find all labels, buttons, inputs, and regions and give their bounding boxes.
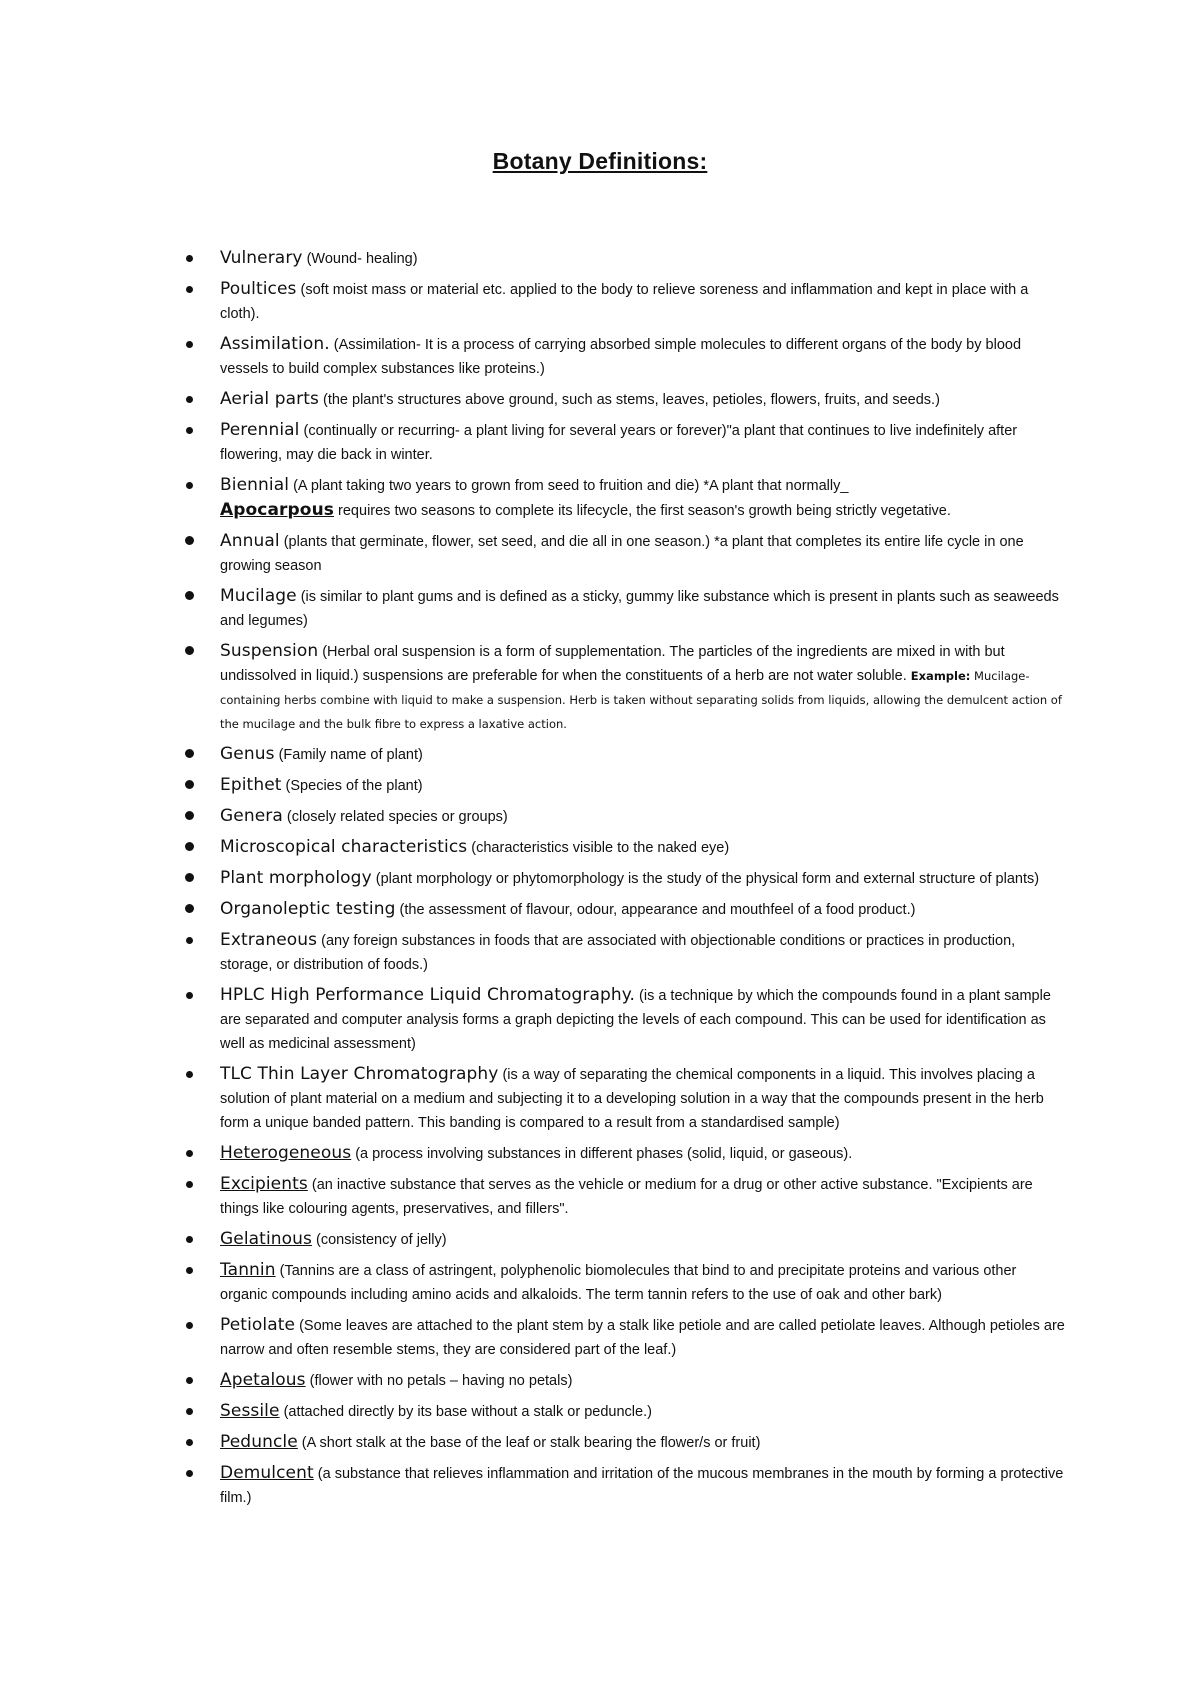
bullet-icon [186,1071,193,1078]
example-text: Mucilage-containing herbs combine with liquid to make a suspension. Herb is taken without separating solids from liquids, allowing the demulcent action of the mucilage and the bulk fibre to express a laxative action. [220,669,1062,731]
definition-term: Suspension [220,641,319,661]
definition-text: (Assimilation- It is a process of carrying absorbed simple molecules to different organs of the body by blood vessels to build complex substances like proteins.) [220,337,1022,377]
bullet-icon [185,904,194,913]
definition-text: (A plant taking two years to grown from seed to fruition and die) *A plant that normally_ [289,478,849,494]
definition-item [186,387,1066,412]
definition-term: Sessile [220,1401,280,1421]
definition-text: (Tannins are a class of astringent, polyphenolic biomolecules that bind to and precipitate proteins and various other organic compounds including amino acids and alkaloids. The term tannin refers to the use of oak and other bark) [220,1263,1017,1303]
definition-item [186,418,1066,467]
bullet-icon [186,1408,193,1415]
definition-term: Annual [220,531,280,551]
bullet-icon [185,749,194,758]
definition-text: (A short stalk at the base of the leaf or stalk bearing the flower/s or fruit) [297,1435,761,1451]
definition-text: (the plant's structures above ground, such as stems, leaves, petioles, flowers, fruits, and seeds.) [318,392,940,408]
bullet-icon [185,591,194,600]
definition-text: (continually or recurring- a plant living for several years or forever)"a plant that continues to live indefinitely after flowering, may die back in winter. [220,423,1018,463]
bullet-icon [186,396,193,403]
definitions-list [186,246,1066,1516]
definition-item [186,983,1066,1056]
bullet-icon [185,646,194,655]
definition-item [186,1368,1066,1393]
definition-text: (is similar to plant gums and is defined as a sticky, gummy like substance which is present in plants such as seaweeds and legumes) [220,589,1059,629]
definition-item [186,928,1066,977]
definition-text: (Herbal oral suspension is a form of supplementation. The particles of the ingredients are mixed in with but undissolved in liquid.) suspensions are preferable for when the constituents of a herb are not water soluble. [220,644,1005,684]
definition-text: (soft moist mass or material etc. applied to the body to relieve soreness and inflammation and kept in place with a cloth). [220,282,1029,322]
bullet-icon [186,1236,193,1243]
bullet-icon [186,286,193,293]
definition-item [186,1172,1066,1221]
sub-term: Apocarpous [220,500,335,520]
bullet-icon [185,536,194,545]
bullet-icon [186,1439,193,1446]
bullet-icon [186,341,193,348]
definition-term: Heterogeneous [220,1143,352,1163]
definition-text: (a substance that relieves inflammation and irritation of the mucous membranes in the mouth by forming a protective film.) [220,1466,1064,1506]
definition-term: Extraneous [220,930,318,950]
bullet-icon [186,1377,193,1384]
definition-text: (is a way of separating the chemical components in a liquid. This involves placing a solution of plant material on a medium and subjecting it to a developing solution in a way that the compounds present in the herb form a unique banded pattern. This banding is compared to a result from a standardised sample) [220,1067,1044,1131]
definition-term: Aerial parts [220,389,319,409]
bullet-icon [186,1150,193,1157]
definition-term: Perennial [220,420,300,440]
definition-term: Plant morphology [220,868,372,888]
bullet-icon [186,937,193,944]
definition-item [186,639,1066,736]
definition-term: HPLC High Performance Liquid Chromatography. [220,985,635,1005]
definition-item [186,277,1066,326]
definition-text: (plant morphology or phytomorphology is the study of the physical form and external structure of plants) [371,871,1040,887]
definition-text: (Family name of plant) [274,747,423,763]
definition-text: (consistency of jelly) [311,1232,447,1248]
definition-continuation [220,498,1066,523]
bullet-icon [186,482,193,489]
definition-item [186,804,1066,829]
definition-item [186,1227,1066,1252]
definition-term: Peduncle [220,1432,298,1452]
definition-term: Petiolate [220,1315,296,1335]
definition-term: Epithet [220,775,282,795]
definition-term: Poultices [220,279,297,299]
definition-text: (closely related species or groups) [282,809,508,825]
definition-text: (Species of the plant) [281,778,423,794]
definition-term: Gelatinous [220,1229,312,1249]
bullet-icon [185,780,194,789]
definition-text: (Some leaves are attached to the plant stem by a stalk like petiole and are called petiolate leaves. Although petioles are narrow and often resemble stems, they are considered part of the leaf.) [220,1318,1065,1358]
definition-item [186,773,1066,798]
bullet-icon [185,811,194,820]
bullet-icon [186,992,193,999]
example-label: Example: [910,669,971,683]
definition-term: Assimilation. [220,334,330,354]
definition-item [186,866,1066,891]
definition-term: Genus [220,744,275,764]
definition-text: (any foreign substances in foods that are associated with objectionable conditions or practices in production, storage, or distribution of foods.) [220,933,1016,973]
definition-text: (plants that germinate, flower, set seed, and die all in one season.) *a plant that completes its entire life cycle in one growing season [220,534,1024,574]
definition-item [186,584,1066,633]
definition-term: Tannin [220,1260,276,1280]
sub-term-text: requires two seasons to complete its lifecycle, the first season's growth being strictly vegetative. [334,503,951,519]
definition-term: Excipients [220,1174,308,1194]
bullet-icon [186,1181,193,1188]
definition-item [186,332,1066,381]
definition-item [186,529,1066,578]
definition-term: Demulcent [220,1463,314,1483]
definition-term: TLC Thin Layer Chromatography [220,1064,499,1084]
definition-term: Genera [220,806,283,826]
bullet-icon [186,1267,193,1274]
definition-text: (an inactive substance that serves as the vehicle or medium for a drug or other active substance. "Excipients are things like colouring agents, preservatives, and fillers". [220,1177,1033,1217]
definition-item [186,246,1066,271]
definition-term: Microscopical characteristics [220,837,468,857]
definition-text: (characteristics visible to the naked eye) [467,840,730,856]
page-title: Botany Definitions: [492,148,708,174]
definition-item [186,742,1066,767]
definition-term: Biennial [220,475,290,495]
definition-term: Vulnerary [220,248,303,268]
definition-item [186,835,1066,860]
definition-text: (the assessment of flavour, odour, appearance and mouthfeel of a food product.) [395,902,916,918]
definition-text: (is a technique by which the compounds found in a plant sample are separated and computer analysis forms a graph depicting the levels of each compound. This can be used for identification as well as medicinal assessment) [220,988,1051,1052]
definition-text: (attached directly by its base without a stalk or peduncle.) [279,1404,652,1420]
definition-item [186,897,1066,922]
definition-term: Organoleptic testing [220,899,396,919]
definition-item [186,1258,1066,1307]
bullet-icon [185,873,194,882]
definition-text: (Wound- healing) [302,251,418,267]
definition-term: Apetalous [220,1370,306,1390]
bullet-icon [186,427,193,434]
definition-item [186,1062,1066,1135]
bullet-icon [186,1322,193,1329]
definition-item [186,1313,1066,1362]
bullet-icon [186,1470,193,1477]
definition-text: (a process involving substances in different phases (solid, liquid, or gaseous). [351,1146,853,1162]
definition-term: Mucilage [220,586,297,606]
definition-item [186,1430,1066,1455]
definition-text: (flower with no petals – having no petals) [305,1373,573,1389]
definition-item [186,1141,1066,1166]
bullet-icon [185,842,194,851]
definition-item [186,1399,1066,1424]
definition-item [186,1461,1066,1510]
bullet-icon [186,255,193,262]
definition-item [186,473,1066,523]
